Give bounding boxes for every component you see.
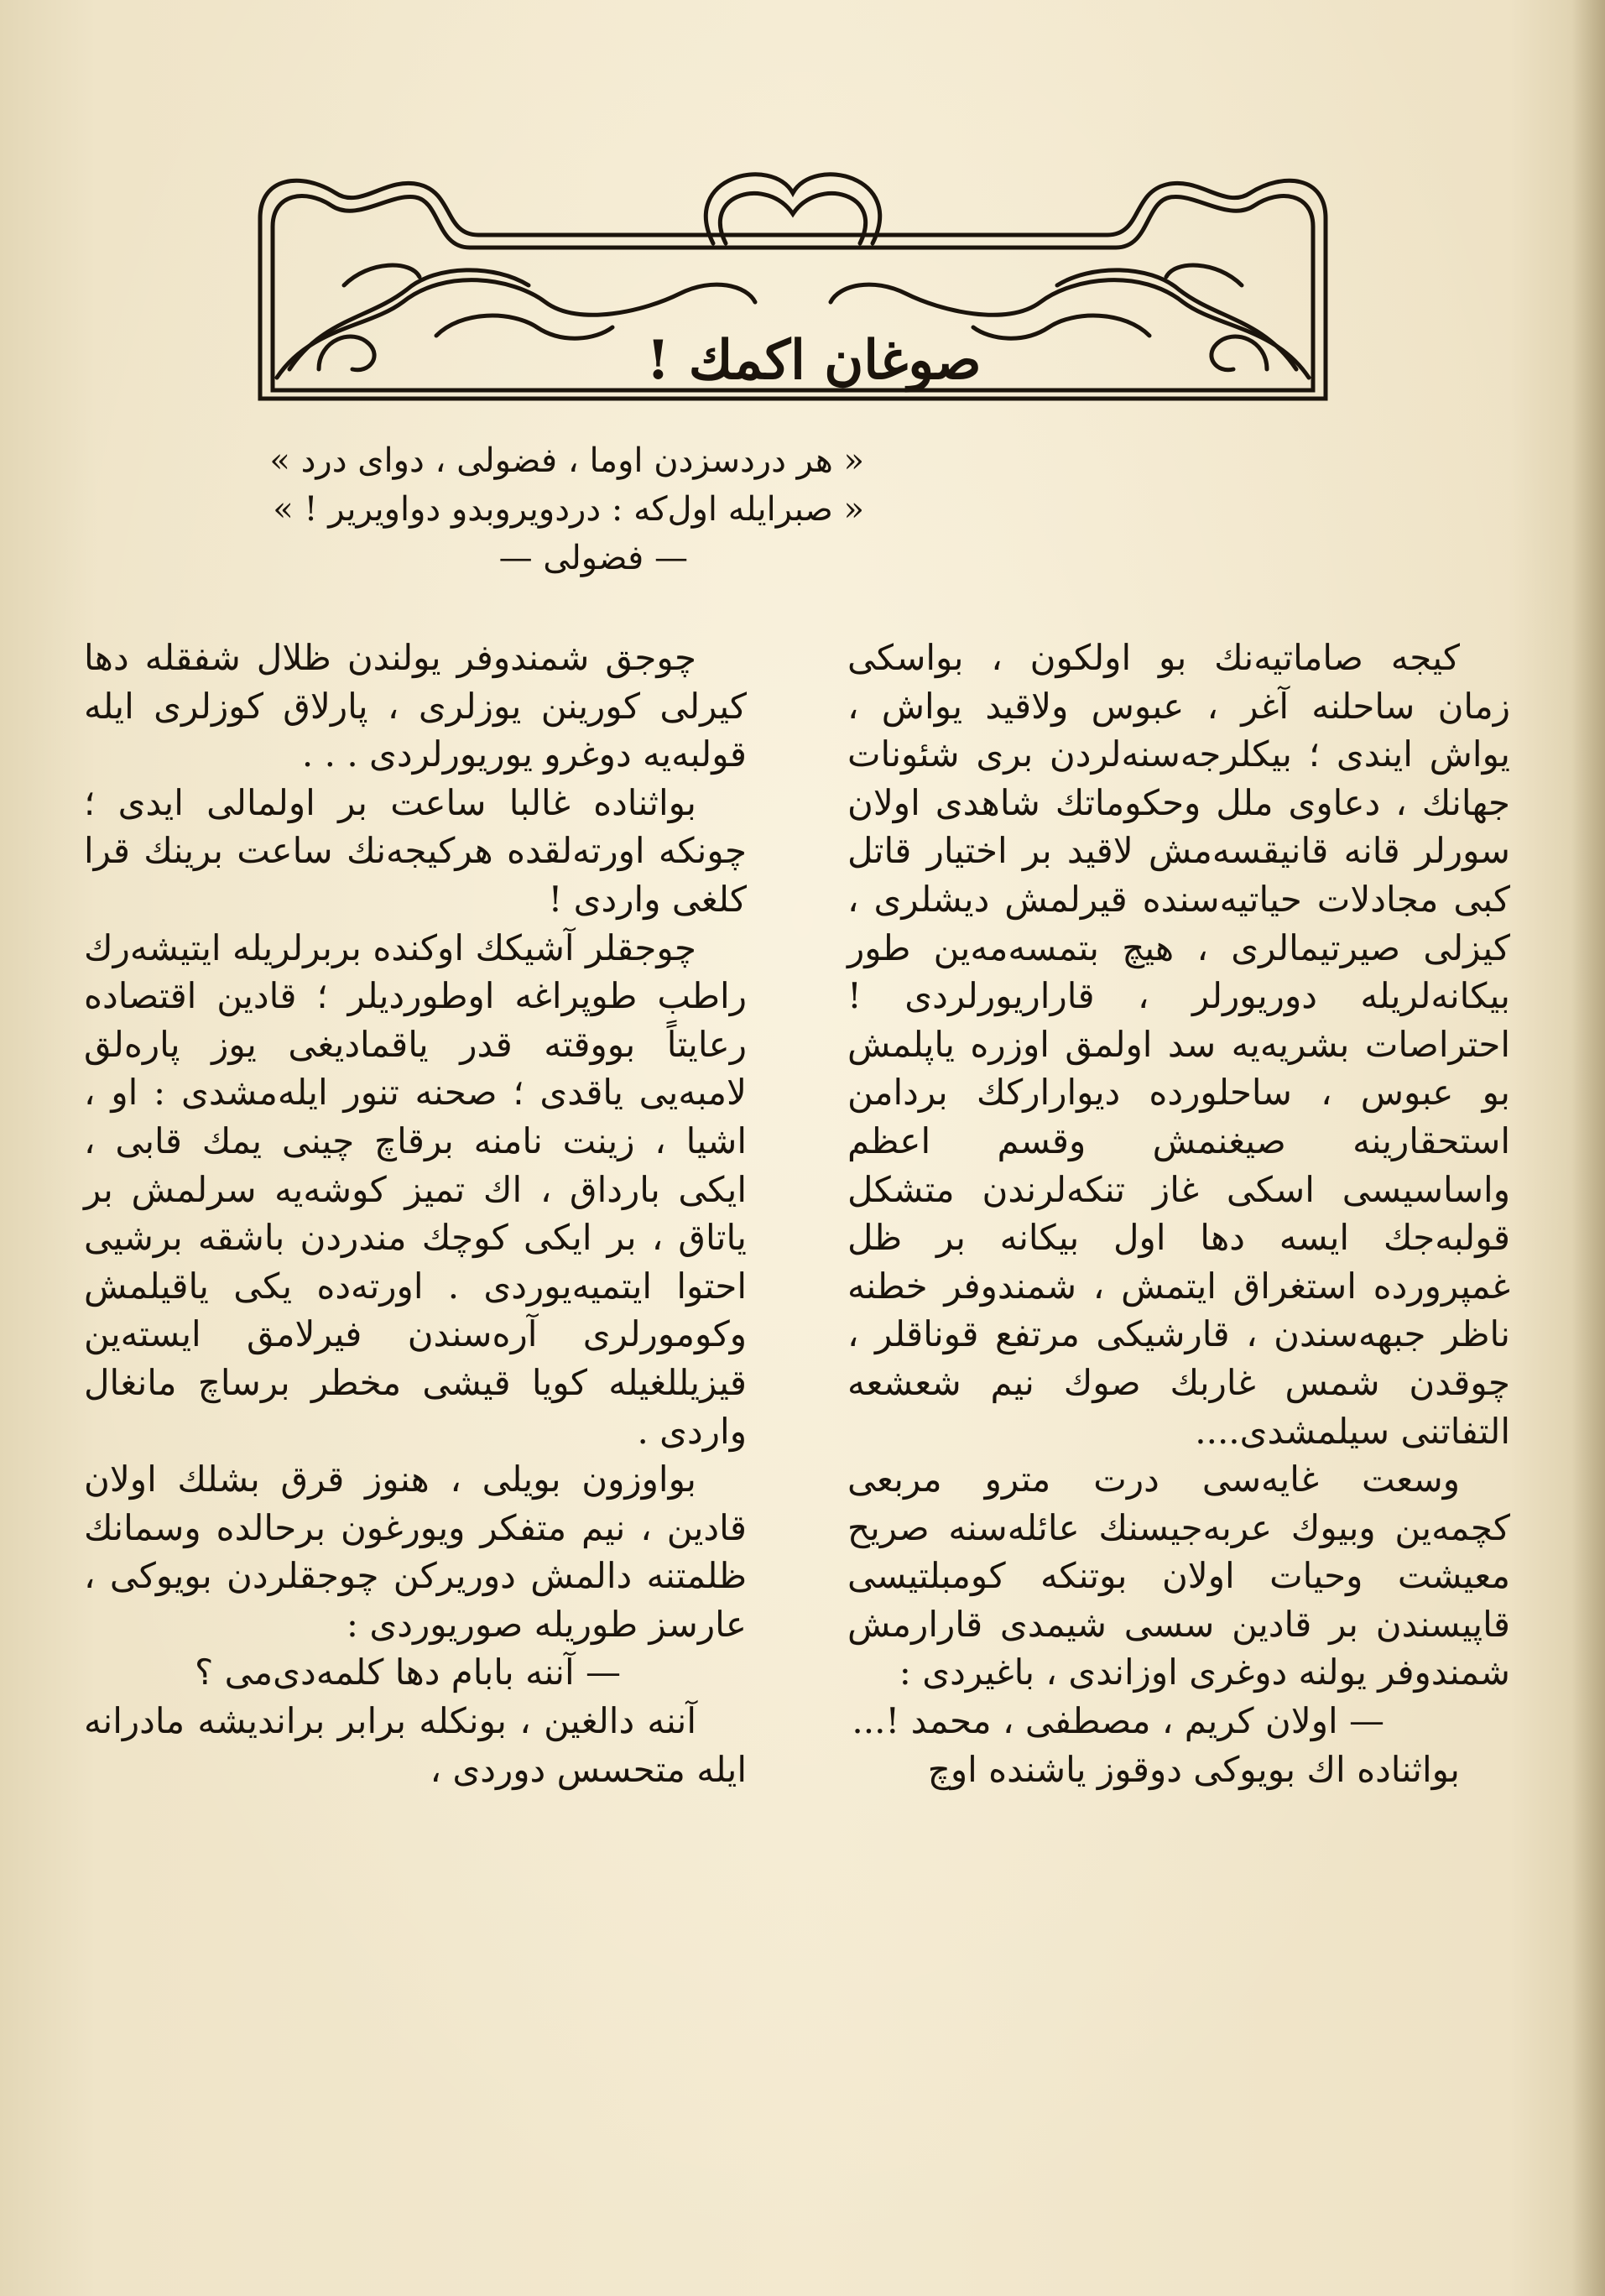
paragraph: بواثناده اك بويوكی دوقوز ياشنده اوچ: [927, 1748, 1460, 1790]
article-column-left: [84, 634, 747, 1793]
page-edge-shadow: [1571, 0, 1605, 2296]
paragraph: چوجق شمندوفر يولندن ظلال شفقله دها كيرلی كورينن يوزلری ، پارلاق كوزلری ايله قولبه‌يه دوغرو يوريورلردی . . .: [84, 637, 747, 775]
epigraph-line-1: « هر دردسزدن اوما ، فضولی ، دوای درد »: [269, 441, 864, 480]
paragraph: آننه دالغين ، بونكله برابر برانديشه مادرانه ايله متحسس دوردی ،: [84, 1700, 747, 1790]
article-title: صوغان اكمك !: [646, 329, 982, 392]
epigraph-line-2: « صبرایله اول‌كه : دردویروبدو دواویریر ! »: [273, 490, 864, 529]
dialogue-line: — آننه بابام دها كلمه‌دی‌می ؟: [195, 1652, 621, 1693]
paragraph: وسعت غايه‌سی درت مترو مربعی كچمه‌ين وبيوك عربه‌جيسنك عائله‌سنه صريح معيشت وحيات اولان بوتنكه كومبلتيسی قاپيسندن بر قادين سسی شيمدی قارارمش شمندوفر يولنه دوغری اوزاندی ، باغيردی :: [847, 1458, 1510, 1693]
article-column-right: [847, 634, 1510, 1793]
dialogue-line: — اولان كريم ، مصطفی ، محمد !...: [852, 1700, 1384, 1742]
paragraph: كيجه صاماتيه‌نك بو اولكون ، بواسكی زمان ساحلنه آغر ، عبوس ولاقيد يواش ، يواش ايندی ؛ بيكلرجه‌سنه‌لردن بری شئونات جهانك ، دعاوی ملل وحكوماتك شاهدی اولان سورلر قانه قانيقسه‌مش لاقيد بر اختيار قاتل كبی مجادلات حياتيه‌سنده قيرلمش ديشلری ، كيزلی صيرتيمالری ، هيچ بتمسه‌مه‌ين طور بيكانه‌لريله دوريورلر ، قاراريورلردی ! احتراصات بشريه‌يه سد اولمق اوزره ياپلمش بو عبوس ، ساحلورده ديواراركك بردامن استحقارينه صيغنمش وقسم اعظم واساسيسی اسكی غاز تنكه‌لرندن متشكل قولبه‌جك ايسه دها اول بيكانه بر ظل غمپرورده استغراق ايتمش ، شمندوفر خطنه ناظر جبهه‌سندن ، قارشيكی مرتفع قوناقلر ، چوقدن شمس غاربك صوك نيم شعشعه التفاتنی سيلمشدی....: [847, 637, 1510, 1452]
epigraph: [269, 436, 864, 582]
paragraph: بواوزون بويلی ، هنوز قرق بشلك اولان قادين ، نيم متفكر ويورغون برحالده وسمانك ظلمتنه دالمش دوريركن چوجقلردن بويوكی ، عارسز طوريله صوريوردی :: [84, 1458, 747, 1645]
epigraph-author: — فضولی —: [498, 539, 688, 577]
paragraph: چوجقلر آشيكك اوكنده بربرلريله ايتيشه‌رك راطب طوپراغه اوطورديلر ؛ قادين اقتصاده رعايتاً بووقته قدر ياقماديغی يوز پاره‌لق لامبه‌يی ياقدی ؛ صحنه تنور ايله‌مشدی : او ، اشيا ، زينت نامنه برقاچ چينی يمك قابی ، ايكی بارداق ، اك تميز كوشه‌يه سرلمش بر ياتاق ، بر ايكی كوچك مندردن باشقه برشيی احتوا ايتميه‌يوردی . اورته‌ده يكی ياقيلمش وكومورلری آره‌سندن فيرلامق ايسته‌ين قيزيللغيله كويا قيشی مخطر برساچ مانغال واردی .: [84, 926, 747, 1452]
paragraph: بواثناده غالبا ساعت بر اولمالی ايدی ؛ چونكه اورته‌لقده هركيجه‌نك ساعت برينك قرا كلغی واردی !: [84, 781, 747, 920]
